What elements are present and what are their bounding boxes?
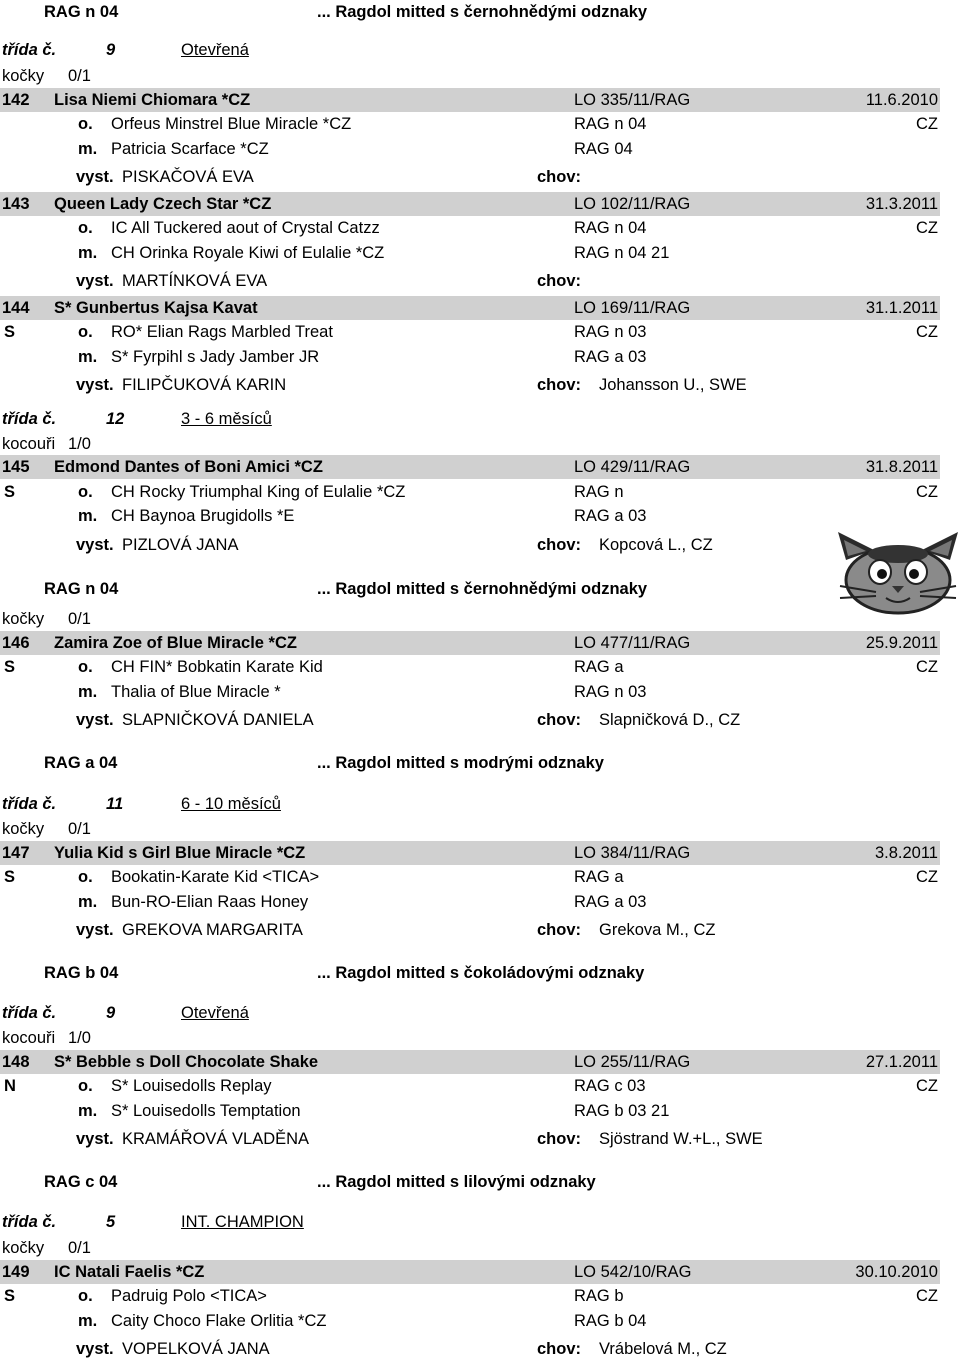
cat-face-icon xyxy=(836,530,960,616)
mother-row xyxy=(0,890,960,914)
exhibitor-name: PISKAČOVÁ EVA xyxy=(122,168,254,186)
cat-name: Zamira Zoe of Blue Miracle *CZ xyxy=(54,634,297,652)
parent-ems: RAG n 03 xyxy=(574,323,647,341)
class-name: Otevřená xyxy=(181,41,249,59)
exhibitor-row xyxy=(0,533,960,557)
breeder-label: chov: xyxy=(537,376,582,394)
count-label: kocouři xyxy=(2,435,56,453)
parent-label: o. xyxy=(78,1287,93,1305)
parent-ems: RAG n 03 xyxy=(574,683,647,701)
father-row xyxy=(0,1074,960,1098)
status-flag: S xyxy=(4,1287,16,1305)
cat-entry-row xyxy=(0,455,940,479)
cat-count xyxy=(0,432,960,456)
exhibitor-label: vyst. xyxy=(76,1130,114,1148)
parent-name: S* Louisedolls Replay xyxy=(111,1077,272,1095)
mother-row xyxy=(0,680,960,704)
country: CZ xyxy=(916,658,938,676)
father-row xyxy=(0,480,960,504)
count-value: 0/1 xyxy=(68,820,91,838)
breeder-label: chov: xyxy=(537,1130,582,1148)
parent-ems: RAG n 04 xyxy=(574,219,647,237)
parent-name: CH Orinka Royale Kiwi of Eulalie *CZ xyxy=(111,244,385,262)
entry-number: 144 xyxy=(2,299,30,317)
status-flag: S xyxy=(4,658,16,676)
class-number: 12 xyxy=(106,410,125,428)
parent-ems: RAG a xyxy=(574,658,624,676)
exhibitor-name: KRAMÁŘOVÁ VLADĚNA xyxy=(122,1130,310,1148)
exhibitor-label: vyst. xyxy=(76,711,114,729)
exhibitor-row xyxy=(0,269,960,293)
class-label: třída č. xyxy=(2,1213,57,1231)
birth-date: 31.8.2011 xyxy=(865,458,938,476)
color-description: ... Ragdol mitted s čokoládovými odznaky xyxy=(317,964,645,982)
exhibitor-name: SLAPNIČKOVÁ DANIELA xyxy=(122,711,314,729)
cat-entry-row xyxy=(0,841,940,865)
color-section-header xyxy=(0,961,960,985)
country: CZ xyxy=(916,868,938,886)
breeder-label: chov: xyxy=(537,536,582,554)
parent-label: m. xyxy=(78,1312,98,1330)
cat-name: S* Gunbertus Kajsa Kavat xyxy=(54,299,258,317)
ems-code: RAG n 04 xyxy=(44,3,119,21)
exhibitor-name: VOPELKOVÁ JANA xyxy=(122,1340,270,1358)
breeder-name: Kopcová L., CZ xyxy=(599,536,713,554)
registration-number: LO 255/11/RAG xyxy=(574,1053,691,1071)
color-section-header xyxy=(0,0,960,24)
count-value: 0/1 xyxy=(68,610,91,628)
exhibitor-name: MARTÍNKOVÁ EVA xyxy=(122,272,268,290)
registration-number: LO 542/10/RAG xyxy=(574,1263,692,1281)
parent-name: Thalia of Blue Miracle * xyxy=(111,683,281,701)
country: CZ xyxy=(916,483,938,501)
exhibitor-row xyxy=(0,373,960,397)
count-label: kočky xyxy=(2,67,45,85)
country: CZ xyxy=(916,323,938,341)
class-number: 11 xyxy=(106,795,124,813)
parent-name: IC All Tuckered aout of Crystal Catzz xyxy=(111,219,380,237)
parent-label: m. xyxy=(78,1102,98,1120)
class-label: třída č. xyxy=(2,410,57,428)
parent-label: o. xyxy=(78,868,93,886)
cat-name: Yulia Kid s Girl Blue Miracle *CZ xyxy=(54,844,306,862)
ems-code: RAG c 04 xyxy=(44,1173,118,1191)
exhibitor-name: GREKOVA MARGARITA xyxy=(122,921,303,939)
father-row xyxy=(0,112,960,136)
parent-label: m. xyxy=(78,140,98,158)
registration-number: LO 335/11/RAG xyxy=(574,91,691,109)
breeder-label: chov: xyxy=(537,272,582,290)
parent-name: Caity Choco Flake Orlitia *CZ xyxy=(111,1312,327,1330)
parent-label: o. xyxy=(78,483,93,501)
country: CZ xyxy=(916,1287,938,1305)
cat-name: Edmond Dantes of Boni Amici *CZ xyxy=(54,458,323,476)
entry-number: 142 xyxy=(2,91,30,109)
cat-name: Lisa Niemi Chiomara *CZ xyxy=(54,91,251,109)
class-number: 5 xyxy=(106,1213,116,1231)
breeder-label: chov: xyxy=(537,1340,582,1358)
breeder-label: chov: xyxy=(537,921,582,939)
country: CZ xyxy=(916,1077,938,1095)
ems-code: RAG b 04 xyxy=(44,964,119,982)
cat-entry-row xyxy=(0,88,940,112)
class-label: třída č. xyxy=(2,1004,57,1022)
father-row xyxy=(0,216,960,240)
birth-date: 31.1.2011 xyxy=(865,299,938,317)
parent-ems: RAG 04 xyxy=(574,140,633,158)
breeder-name: Slapničková D., CZ xyxy=(599,711,741,729)
registration-number: LO 429/11/RAG xyxy=(574,458,691,476)
color-description: ... Ragdol mitted s lilovými odznaky xyxy=(317,1173,596,1191)
status-flag: S xyxy=(4,868,16,886)
exhibitor-row xyxy=(0,1127,960,1151)
parent-label: m. xyxy=(78,507,98,525)
father-row xyxy=(0,1284,960,1308)
color-section-header xyxy=(0,577,960,601)
parent-label: o. xyxy=(78,658,93,676)
cat-entry-row xyxy=(0,631,940,655)
birth-date: 11.6.2010 xyxy=(865,91,938,109)
cat-entry-row xyxy=(0,192,940,216)
parent-name: Bun-RO-Elian Raas Honey xyxy=(111,893,309,911)
class-name: INT. CHAMPION xyxy=(181,1213,304,1231)
exhibitor-label: vyst. xyxy=(76,536,114,554)
parent-ems: RAG n 04 xyxy=(574,115,647,133)
status-flag: N xyxy=(4,1077,16,1095)
parent-name: CH Rocky Triumphal King of Eulalie *CZ xyxy=(111,483,406,501)
parent-ems: RAG n 04 21 xyxy=(574,244,670,262)
class-label: třída č. xyxy=(2,795,57,813)
breeder-name: Johansson U., SWE xyxy=(599,376,747,394)
color-description: ... Ragdol mitted s černohnědými odznaky xyxy=(317,3,648,21)
exhibitor-row xyxy=(0,1337,960,1361)
breeder-label: chov: xyxy=(537,711,582,729)
parent-name: Orfeus Minstrel Blue Miracle *CZ xyxy=(111,115,352,133)
parent-ems: RAG b 03 21 xyxy=(574,1102,670,1120)
cat-count xyxy=(0,1236,960,1260)
breeder-name: Vrábelová M., CZ xyxy=(599,1340,727,1358)
parent-ems: RAG c 03 xyxy=(574,1077,646,1095)
father-row xyxy=(0,655,960,679)
class-name: Otevřená xyxy=(181,1004,249,1022)
exhibitor-label: vyst. xyxy=(76,272,114,290)
ems-code: RAG a 04 xyxy=(44,754,118,772)
parent-ems: RAG b xyxy=(574,1287,624,1305)
parent-label: o. xyxy=(78,323,93,341)
cat-name: Queen Lady Czech Star *CZ xyxy=(54,195,272,213)
birth-date: 25.9.2011 xyxy=(865,634,938,652)
status-flag: S xyxy=(4,323,16,341)
count-label: kočky xyxy=(2,610,45,628)
color-section-header xyxy=(0,1170,960,1194)
entry-number: 145 xyxy=(2,458,30,476)
parent-name: RO* Elian Rags Marbled Treat xyxy=(111,323,333,341)
parent-ems: RAG a xyxy=(574,868,624,886)
registration-number: LO 169/11/RAG xyxy=(574,299,691,317)
entry-number: 143 xyxy=(2,195,30,213)
mother-row xyxy=(0,1309,960,1333)
parent-ems: RAG a 03 xyxy=(574,893,647,911)
exhibitor-row xyxy=(0,165,960,189)
parent-label: o. xyxy=(78,219,93,237)
breeder-name: Grekova M., CZ xyxy=(599,921,716,939)
parent-name: Bookatin-Karate Kid <TICA> xyxy=(111,868,320,886)
breeder-label: chov: xyxy=(537,168,582,186)
class-number: 9 xyxy=(106,1004,116,1022)
cat-count xyxy=(0,1026,960,1050)
parent-ems: RAG n xyxy=(574,483,624,501)
cat-name: IC Natali Faelis *CZ xyxy=(54,1263,205,1281)
cat-entry-row xyxy=(0,1260,940,1284)
parent-label: m. xyxy=(78,683,98,701)
entry-number: 148 xyxy=(2,1053,30,1071)
class-header xyxy=(0,407,960,431)
entry-number: 147 xyxy=(2,844,30,862)
class-header xyxy=(0,792,960,816)
registration-number: LO 102/11/RAG xyxy=(574,195,691,213)
birth-date: 3.8.2011 xyxy=(874,844,938,862)
exhibitor-row xyxy=(0,918,960,942)
mother-row xyxy=(0,345,960,369)
cat-entry-row xyxy=(0,296,940,320)
parent-name: Patricia Scarface *CZ xyxy=(111,140,269,158)
parent-ems: RAG a 03 xyxy=(574,348,647,366)
cat-name: S* Bebble s Doll Chocolate Shake xyxy=(54,1053,319,1071)
cat-count xyxy=(0,64,960,88)
class-header xyxy=(0,1001,960,1025)
exhibitor-label: vyst. xyxy=(76,1340,114,1358)
cat-count xyxy=(0,607,960,631)
mother-row xyxy=(0,241,960,265)
mother-row xyxy=(0,1099,960,1123)
country: CZ xyxy=(916,219,938,237)
breeder-name: Sjöstrand W.+L., SWE xyxy=(599,1130,763,1148)
count-label: kočky xyxy=(2,1239,45,1257)
color-description: ... Ragdol mitted s černohnědými odznaky xyxy=(317,580,648,598)
mother-row xyxy=(0,137,960,161)
birth-date: 31.3.2011 xyxy=(865,195,938,213)
count-value: 1/0 xyxy=(68,435,91,453)
parent-label: m. xyxy=(78,348,98,366)
parent-ems: RAG b 04 xyxy=(574,1312,647,1330)
entry-number: 149 xyxy=(2,1263,30,1281)
count-label: kočky xyxy=(2,820,45,838)
birth-date: 30.10.2010 xyxy=(855,1263,938,1281)
color-description: ... Ragdol mitted s modrými odznaky xyxy=(317,754,604,772)
parent-label: m. xyxy=(78,893,98,911)
parent-name: S* Fyrpihl s Jady Jamber JR xyxy=(111,348,320,366)
color-section-header xyxy=(0,751,960,775)
cat-count xyxy=(0,817,960,841)
registration-number: LO 384/11/RAG xyxy=(574,844,691,862)
registration-number: LO 477/11/RAG xyxy=(574,634,691,652)
class-number: 9 xyxy=(106,41,116,59)
class-name: 6 - 10 měsíců xyxy=(181,795,281,813)
class-label: třída č. xyxy=(2,41,57,59)
class-header xyxy=(0,1210,960,1234)
parent-name: S* Louisedolls Temptation xyxy=(111,1102,301,1120)
exhibitor-label: vyst. xyxy=(76,376,114,394)
parent-label: m. xyxy=(78,244,98,262)
parent-label: o. xyxy=(78,115,93,133)
exhibitor-name: FILIPČUKOVÁ KARIN xyxy=(122,376,287,394)
exhibitor-row xyxy=(0,708,960,732)
count-value: 0/1 xyxy=(68,1239,91,1257)
father-row xyxy=(0,320,960,344)
count-value: 1/0 xyxy=(68,1029,91,1047)
country: CZ xyxy=(916,115,938,133)
status-flag: S xyxy=(4,483,16,501)
parent-ems: RAG a 03 xyxy=(574,507,647,525)
exhibitor-label: vyst. xyxy=(76,168,114,186)
class-header xyxy=(0,38,960,62)
class-name: 3 - 6 měsíců xyxy=(181,410,272,428)
parent-label: o. xyxy=(78,1077,93,1095)
entry-number: 146 xyxy=(2,634,30,652)
count-value: 0/1 xyxy=(68,67,91,85)
mother-row xyxy=(0,504,960,528)
parent-name: CH Baynoa Brugidolls *E xyxy=(111,507,295,525)
count-label: kocouři xyxy=(2,1029,56,1047)
birth-date: 27.1.2011 xyxy=(865,1053,938,1071)
exhibitor-name: PIZLOVÁ JANA xyxy=(122,536,239,554)
father-row xyxy=(0,865,960,889)
ems-code: RAG n 04 xyxy=(44,580,119,598)
exhibitor-label: vyst. xyxy=(76,921,114,939)
parent-name: CH FIN* Bobkatin Karate Kid xyxy=(111,658,323,676)
cat-entry-row xyxy=(0,1050,940,1074)
parent-name: Padruig Polo <TICA> xyxy=(111,1287,267,1305)
